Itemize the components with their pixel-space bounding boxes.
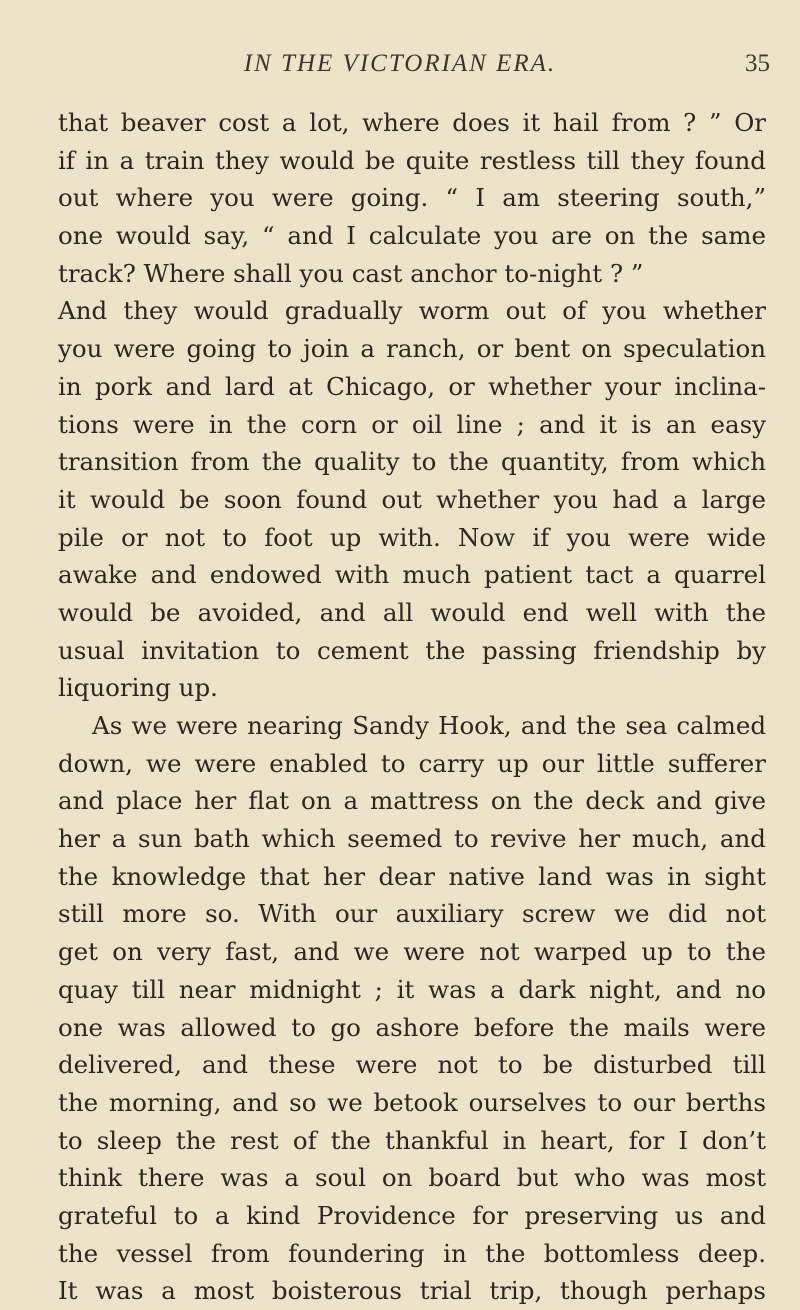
text-line: still more so. With our auxiliary screw we did not [58, 899, 766, 929]
text-line: get on very fast, and we were not warped up to the [58, 937, 766, 967]
text-line: grateful to a kind Providence for preserving us and [58, 1200, 766, 1230]
text-line: down, we were enabled to carry up our little sufferer [58, 748, 766, 778]
text-line: and place her flat on a mattress on the deck and give [58, 786, 766, 816]
text-line: it would be soon found out whether you had a large [58, 484, 766, 514]
text-line: usual invitation to cement the passing friendship by [58, 635, 766, 665]
page-number: 35 [745, 50, 770, 77]
text-line: her a sun bath which seemed to revive her much, and [58, 824, 766, 854]
text-line: think there was a soul on board but who was most [58, 1163, 766, 1193]
text-line: that beaver cost a lot, where does it hail from ? ” Or [58, 108, 766, 137]
text-line: one was allowed to go ashore before the mails were [58, 1012, 766, 1042]
text-line: It was a most boisterous trial trip, though perhaps [58, 1276, 766, 1306]
running-title: IN THE VICTORIAN ERA. [243, 50, 557, 77]
text-line: the vessel from foundering in the bottomless deep. [58, 1238, 766, 1268]
running-head [0, 50, 800, 86]
text-line: out where you were going. “ I am steering south,” [58, 183, 766, 213]
text-line: would be avoided, and all would end well with the [58, 597, 766, 627]
text-line: track? Where shall you cast anchor to-night ? ” [58, 258, 644, 288]
text-line: transition from the quality to the quantity, from which [58, 447, 766, 477]
text-line: in pork and lard at Chicago, or whether your inclina- [58, 371, 766, 401]
text-line: if in a train they would be quite restless till they found [58, 145, 766, 175]
text-line: quay till near midnight ; it was a dark night, and no [58, 974, 766, 1004]
body-text [58, 104, 766, 1310]
text-line: tions were in the corn or oil line ; and it is an easy [58, 409, 766, 439]
text-line: pile or not to foot up with. Now if you were wide [58, 522, 766, 552]
text-line: the morning, and so we betook ourselves to our berths [58, 1087, 766, 1117]
text-line: As we were nearing Sandy Hook, and the sea calmed [92, 711, 766, 740]
text-line: liquoring up. [58, 673, 218, 703]
text-line: to sleep the rest of the thankful in heart, for I don’t [58, 1125, 766, 1155]
text-line: And they would gradually worm out of you whether [58, 296, 766, 326]
text-line: you were going to join a ranch, or bent on speculation [58, 334, 766, 364]
text-line: delivered, and these were not to be disturbed till [58, 1050, 766, 1080]
text-line: the knowledge that her dear native land was in sight [58, 861, 766, 891]
text-line: one would say, “ and I calculate you are on the same [58, 221, 766, 251]
text-line: awake and endowed with much patient tact a quarrel [58, 560, 766, 590]
